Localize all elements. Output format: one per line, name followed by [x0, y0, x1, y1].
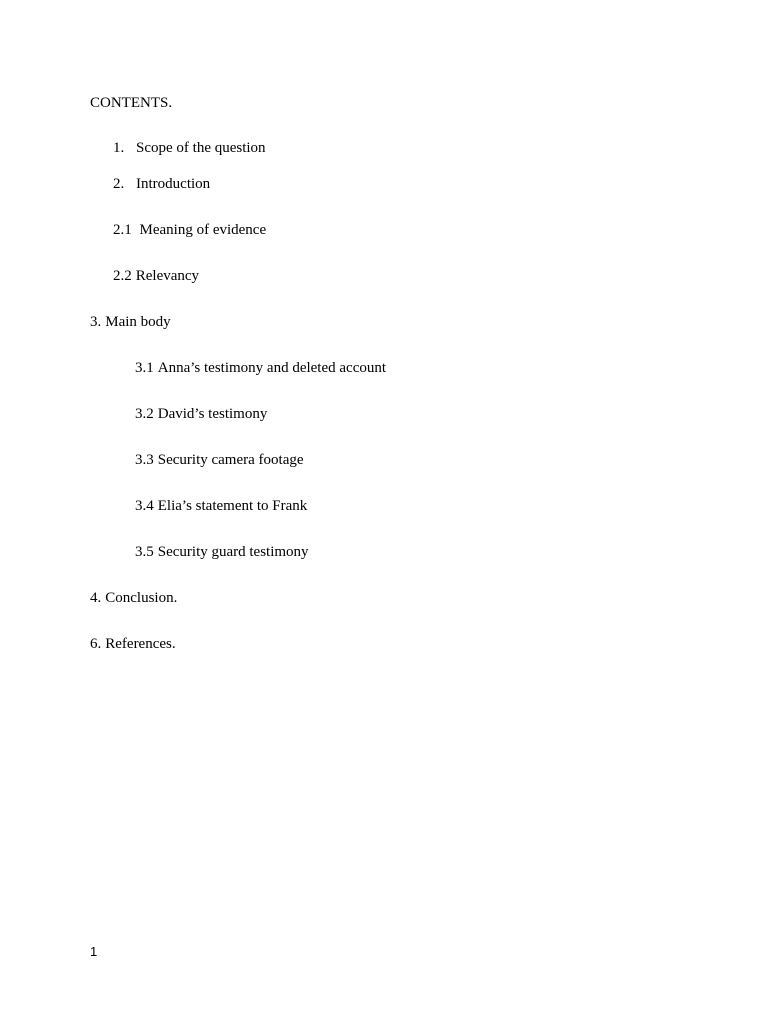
toc-entry: [90, 589, 177, 607]
contents-heading: CONTENTS.: [90, 95, 173, 111]
toc-entry-number: 6.: [90, 636, 102, 652]
toc-entry-number: 2.: [113, 176, 125, 192]
toc-entry-label: References.: [105, 636, 176, 652]
toc-entry-label: Introduction: [136, 176, 211, 192]
toc-entry: [135, 405, 267, 423]
toc-entry-number: 1.: [113, 140, 125, 156]
toc-entry-number: 3.3: [135, 452, 154, 468]
toc-entry: [113, 139, 266, 157]
toc-entry-number: 2.2: [113, 268, 132, 284]
toc-entry-number: 3.5: [135, 544, 154, 560]
toc-entry-label: Conclusion.: [105, 590, 178, 606]
toc-entry-label: Security guard testimony: [157, 544, 309, 560]
toc-entry-label: Anna’s testimony and deleted account: [157, 360, 387, 376]
toc-entry: [135, 497, 307, 515]
toc-entry: [135, 543, 309, 561]
toc-entry-label: Elia’s statement to Frank: [157, 498, 308, 514]
toc-entry: [135, 451, 304, 469]
toc-entry-number: 3.: [90, 314, 102, 330]
toc-entry: [90, 313, 171, 331]
toc-entry-label: Meaning of evidence: [139, 222, 267, 238]
toc-entry-label: Main body: [105, 314, 171, 330]
toc-entry-label: David’s testimony: [157, 406, 268, 422]
toc-entry-label: Relevancy: [135, 268, 200, 284]
toc-entry: [135, 359, 386, 377]
toc-entry: [90, 635, 176, 653]
toc-entry: [113, 267, 199, 285]
toc-entry: [113, 175, 210, 193]
toc-entry-number: 2.1: [113, 222, 132, 238]
toc-entry-number: 4.: [90, 590, 102, 606]
page-number: 1: [90, 944, 98, 959]
toc-entry-number: 3.4: [135, 498, 154, 514]
toc-entry-label: Scope of the question: [136, 140, 266, 156]
toc-entry: [113, 221, 266, 239]
toc-entry-number: 3.1: [135, 360, 154, 376]
toc-entry-number: 3.2: [135, 406, 154, 422]
toc-entry-label: Security camera footage: [157, 452, 304, 468]
